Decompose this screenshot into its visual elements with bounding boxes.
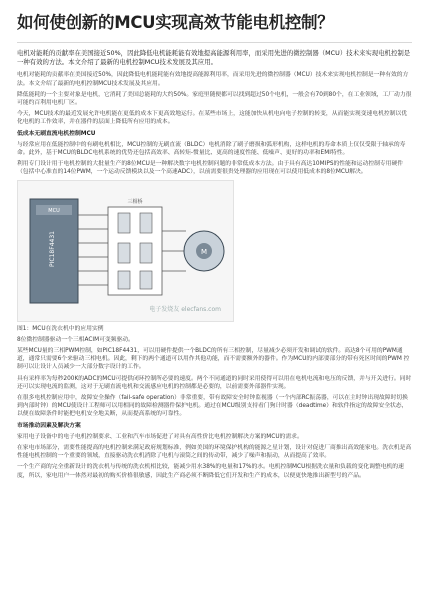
body-paragraph: 8位微控制器驱动一个三相ACIM可变频驱动。 (17, 336, 134, 343)
motor-label: M (200, 247, 208, 256)
figure-caption: 图1：MCU在洗衣机中的应用实例 (17, 325, 104, 332)
intro-paragraph: 电机对能耗的贡献率在美国接近50%，因此降低电机能耗能有效地提高能源利用率，而采用先进的微控制器（MCU）技术来实现电机控制是一种有效的方法。本文介绍了最新的电机控制MCU技术发展及其应用。 (17, 49, 411, 67)
body-paragraph: 今天，MCU技术的最近发展允许电机能在更低的成本下更高效地运行。在某些市场上，这能加快从机电向电子控制的转变，从而能实现变速电机控制以优化电机的工作效率，并在器件的层面上降低所有应用的成本。 (17, 111, 408, 126)
body-paragraph: 一个生产商的完全重新设计的洗衣机与传统的洗衣机相比较，能减少用水38%的电量和17%的水。电机控制MCU根据洗衣量和负载的变化调整电机的速度，所以，家电用户一体然对最初的购买价格很敏感，因此生产商必须不断降低它们开发和生产的成本，以便更快地推出新型号的产品。 (17, 464, 404, 479)
chip-label: PIC18F4431 (49, 230, 56, 267)
body-paragraph: 在很多电机控制应用中，故障安全操作（fail-safe operation）非常重要，带有故障安全时钟监视器（一个内部RC振荡器，可以在主时钟出现故障时切换到内部时钟）的MCU使设计工程师可以用相同的故障检测器件保护电机。通过在MCU级别支持看门狗计时器（deadtime）和软件指定的故障安全状态，以便在故障条件时能把电机安全地关断，从而提高系统的可靠性。 (17, 395, 408, 418)
bridge-label: 三相桥 (127, 198, 143, 205)
body-paragraph: 家用电子设备中的电子电机控制要求、工业和汽车市场促进了对具有高性价比电机控制解决方案的MCU的需求。 (17, 433, 303, 440)
body-paragraph: 具有采样率为每秒200K的ADC的MCU可提供闭环控制所必要的速度。两个不同通道的同时采用使得可以用在电机电流和电压的反馈，并与开关进行。同时还可以实现电流的监测，这对于无刷直流电机和交流感应电机的控制都是必要的，以前需要外部器件实现。 (17, 375, 412, 390)
body-paragraph: 利用专门设计用于电机控制的大批量生产的8位MCU是一种解决数字电机控制问题的非常低成本方法。由于具有高达10MIPS的性能和运动控制专用硬件（包括中心准直的14位PWM，一个运动反馈模块以及一个高速ADC），以前需要很贵处理器的应用现在可以使用低成本的8位MCU解决。 (17, 161, 404, 176)
figure-watermark: 电子发烧友 elecfans.com (149, 305, 221, 313)
circuit-diagram (18, 181, 233, 321)
section-heading: 低成本无刷直流电机控制MCU (17, 130, 96, 137)
circuit-figure (17, 180, 234, 322)
body-paragraph: 在家电市场部分，需要性能提高的电机控制来满足政府规划标准，例如美国的环境保护机构的能源之星计划，设计对促进厂商推出高效能家电。洗衣机是高性能电机控制的一个重要的领域，直接驱动洗衣机消除了电机与滚筒之间的传动带，减少了噪声和振动，从而提高了效率。 (17, 445, 412, 460)
body-paragraph: 电机对能耗的贡献率在美国接近50%，因此降低电机能耗能有效地提高能源利用率，而采用先进的微控制器（MCU）技术来实现电机控制是一种有效的方法。本文介绍了最新的电机控制MCU技术发展及其应用。 (17, 72, 409, 87)
mcu-label: MCU (48, 207, 60, 214)
article-title: 如何使创新的MCU实现高效节能电机控制？ (17, 13, 334, 32)
body-paragraph: 降低能耗的一个主要对象是电机，它消耗了美国总能耗的大约50%。家庭里随便都可以找到超过50个电机，一般会有70到80个，在工业领域，工厂动力很可能约百利用电机厂区。 (17, 91, 412, 107)
section-heading: 市场推动因素及解决方案 (17, 422, 81, 429)
body-paragraph: 某些MCU量的三相PWM控制，如PIC18F4431，可以用硬件提供一个BLDC的所有三相控制，尽量减少必须开发和调试的软件。高达8个可用的PWM通道，通常只需要6个来驱动三相电机。因此，剩下的两个通道可以用作其他功能，而不需要额外的器件。作为MCU的内部要部分的带有死区时间的PWM 控制可以让设计人员减少一大部分数字设计的工作。 (17, 348, 410, 371)
title-divider (17, 42, 412, 43)
body-paragraph: 与经常应用在低能控制中的有刷电机相比，MCU控制的无刷直流（BLDC）电机消除了刷子磨损和弧形机构，这样电机的寿命本质上仅仅受限于轴承的寿命。此外，基于MCU的BLDC电机系统的优势还包括高效率、高转矩-惯量比、更高的速度性能、低噪声、更好的功率和EMI特性。 (17, 141, 406, 157)
